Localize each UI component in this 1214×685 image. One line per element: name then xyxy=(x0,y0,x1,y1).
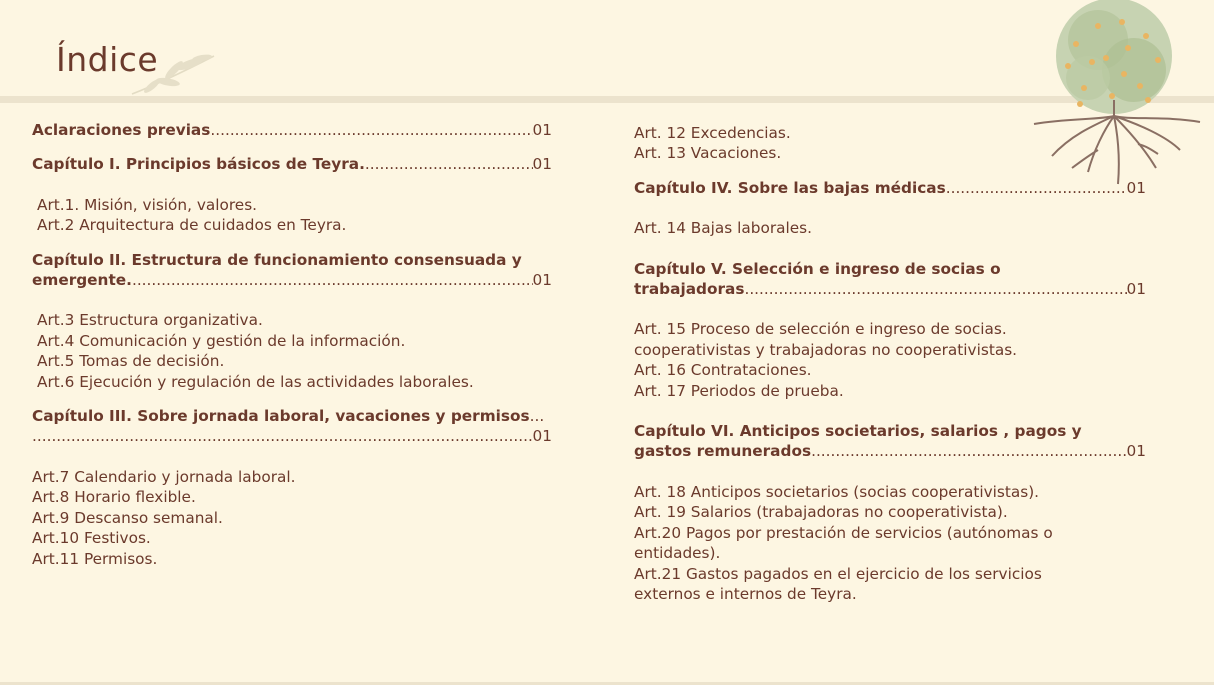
toc-entry-aclaraciones[interactable] xyxy=(32,120,552,140)
article-item[interactable]: Art. 13 Vacaciones. xyxy=(634,144,782,163)
dot-leader xyxy=(365,154,533,174)
article-item[interactable]: Art.1. Misión, visión, valores. xyxy=(37,195,258,214)
article-item[interactable]: Art.2 Arquitectura de cuidados en Teyra. xyxy=(37,216,347,235)
toc-entry-title-line2: trabajadoras xyxy=(634,280,745,299)
article-item[interactable]: Art.4 Comunicación y gestión de la información. xyxy=(37,331,406,350)
capitulo-6-articles xyxy=(634,482,1146,604)
dot-leader xyxy=(132,270,533,290)
toc-entry-title-line1: Capítulo II. Estructura de funcionamiento consensuada y xyxy=(32,250,522,269)
page-number: 01 xyxy=(532,427,552,446)
capitulo-2-articles xyxy=(32,310,552,392)
dot-leader xyxy=(210,120,532,140)
dot-leader xyxy=(811,441,1126,461)
toc-entry-capitulo-1[interactable] xyxy=(32,154,552,174)
article-item[interactable]: externos e internos de Teyra. xyxy=(634,584,857,603)
toc-entry-title-line1: Capítulo V. Selección e ingreso de socias o xyxy=(634,259,1001,278)
dot-leader xyxy=(946,178,1127,198)
toc-entry-capitulo-2[interactable] xyxy=(32,250,552,291)
toc-entry-title: Capítulo I. Principios básicos de Teyra. xyxy=(32,155,365,174)
article-item[interactable]: entidades). xyxy=(634,544,721,563)
article-item[interactable]: Art.8 Horario flexible. xyxy=(32,488,196,507)
article-item[interactable]: Art.10 Festivos. xyxy=(32,529,151,548)
article-item[interactable]: Art.5 Tomas de decisión. xyxy=(37,352,225,371)
toc-left-column xyxy=(32,120,552,583)
page-number: 01 xyxy=(532,155,552,174)
capitulo-4-articles xyxy=(634,218,1146,238)
toc-entry-capitulo-6[interactable] xyxy=(634,421,1146,462)
page-number: 01 xyxy=(1126,442,1146,461)
dot-leader xyxy=(32,426,533,446)
article-item[interactable]: cooperativistas y trabajadoras no cooperativistas. xyxy=(634,340,1018,359)
toc-right-column xyxy=(634,123,1146,618)
toc-entry-capitulo-3[interactable] xyxy=(32,406,552,447)
article-item[interactable]: Art.20 Pagos por prestación de servicios (autónomas o xyxy=(634,523,1053,542)
article-item[interactable]: Art.21 Gastos pagados en el ejercicio de los servicios xyxy=(634,564,1042,583)
article-item[interactable]: Art.11 Permisos. xyxy=(32,549,158,568)
toc-entry-title: Capítulo IV. Sobre las bajas médicas xyxy=(634,178,946,197)
toc-entry-title-line2: emergente. xyxy=(32,271,132,290)
article-item[interactable]: Art.9 Descanso semanal. xyxy=(32,508,223,527)
article-item[interactable]: Art. 17 Periodos de prueba. xyxy=(634,381,844,400)
capitulo-1-articles xyxy=(32,195,552,236)
toc-entry-title: Aclaraciones previas xyxy=(32,121,211,139)
olive-branch-icon xyxy=(128,50,218,98)
article-item[interactable]: Art.3 Estructura organizativa. xyxy=(37,311,263,330)
page-number: 01 xyxy=(532,121,552,139)
article-item[interactable]: Art. 15 Proceso de selección e ingreso de socias. xyxy=(634,320,1007,339)
toc-entry-title-line1: Capítulo VI. Anticipos societarios, salarios , pagos y xyxy=(634,422,1082,441)
toc-entry-capitulo-4[interactable] xyxy=(634,178,1146,198)
article-item[interactable]: Art.6 Ejecución y regulación de las actividades laborales. xyxy=(37,372,474,391)
dot-leader: ... xyxy=(529,407,545,426)
page-number: 01 xyxy=(1126,178,1146,197)
toc-entry-title-line1: Capítulo III. Sobre jornada laboral, vacaciones y permisos xyxy=(32,407,530,426)
toc-entry-title-line2: gastos remunerados xyxy=(634,442,812,461)
toc-entry-capitulo-5[interactable] xyxy=(634,259,1146,300)
capitulo-3-articles xyxy=(32,467,552,569)
page-title: Índice xyxy=(56,40,159,79)
article-item[interactable]: Art. 12 Excedencias. xyxy=(634,124,791,142)
article-item[interactable]: Art.7 Calendario y jornada laboral. xyxy=(32,467,296,486)
article-item[interactable]: Art. 19 Salarios (trabajadoras no cooperativista). xyxy=(634,503,1008,522)
article-item[interactable]: Art. 16 Contrataciones. xyxy=(634,361,812,380)
article-item[interactable]: Art. 14 Bajas laborales. xyxy=(634,219,812,238)
dot-leader xyxy=(744,279,1126,299)
page-number: 01 xyxy=(1126,280,1146,299)
capitulo-5-articles xyxy=(634,319,1146,401)
page-number: 01 xyxy=(532,271,552,290)
capitulo-3-continued-articles xyxy=(634,123,1146,164)
article-item[interactable]: Art. 18 Anticipos societarios (socias cooperativistas). xyxy=(634,482,1040,501)
